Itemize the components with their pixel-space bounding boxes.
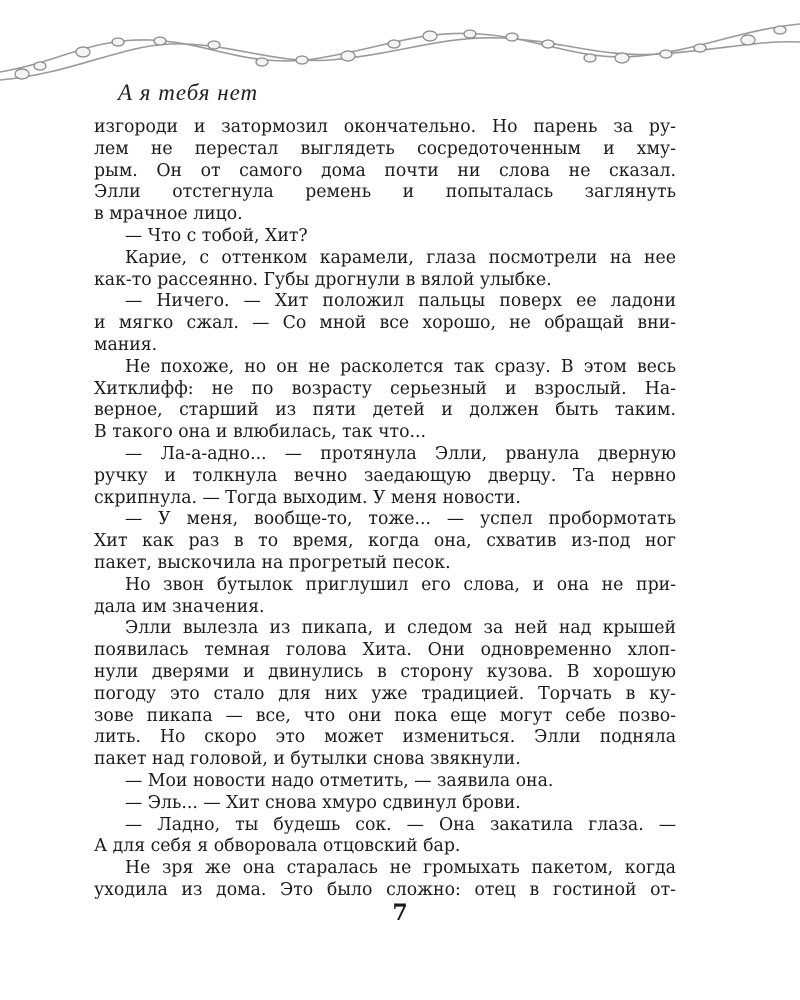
- text-line: Элли отстегнула ремень и попыталась заглянуть: [94, 182, 676, 203]
- text-line: появилась темная голова Хита. Они одновременно хлоп-: [94, 640, 676, 661]
- text-line: — Эль... — Хит снова хмуро сдвинул брови.: [125, 792, 521, 813]
- text-line: скрипнула. — Тогда выходим. У меня новости.: [94, 487, 521, 508]
- text-line: — У меня, вообще-то, тоже... — успел пробормотать: [125, 509, 676, 530]
- text-line: — Ничего. — Хит положил пальцы поверх ее ладони: [125, 291, 676, 312]
- text-line: рым. Он от самого дома почти ни слова не сказал.: [94, 160, 676, 181]
- string-lights-garland-icon: [0, 0, 800, 90]
- text-line: Но звон бутылок приглушил его слова, и она не при-: [125, 574, 676, 595]
- text-line: лем не перестал выглядеть сосредоточенным и хму-: [94, 138, 676, 159]
- text-line: изгороди и затормозил окончательно. Но парень за ру-: [94, 117, 676, 137]
- page-number: 7: [392, 900, 408, 926]
- text-line: Хитклифф: не по возрасту серьезный и взрослый. На-: [94, 378, 676, 399]
- text-line: дала им значения.: [94, 596, 265, 617]
- text-line: ручку и толкнула вечно заедающую дверцу. Та нервно: [94, 465, 676, 486]
- text-line: — Мои новости надо отметить, — заявила она.: [125, 770, 554, 791]
- text-line: — Ла-а-адно... — протянула Элли, рванула дверную: [125, 443, 676, 464]
- body-text: [94, 117, 676, 902]
- text-line: — Что с тобой, Хит?: [125, 225, 308, 246]
- text-line: Карие, с оттенком карамели, глаза посмотрели на нее: [125, 247, 676, 268]
- text-line: в мрачное лицо.: [94, 204, 243, 225]
- text-line: как-то рассеянно. Губы дрогнули в вялой улыбке.: [94, 269, 552, 290]
- text-line: зове пикапа — все, что они пока еще могут себе позво-: [94, 705, 676, 726]
- text-line: мания.: [94, 334, 158, 355]
- text-line: — Ладно, ты будешь сок. — Она закатила глаза. —: [125, 814, 676, 835]
- text-line: Элли вылезла из пикапа, и следом за ней над крышей: [125, 618, 676, 639]
- text-line: верное, старший из пяти детей и должен быть таким.: [94, 400, 676, 421]
- text-line: и мягко сжал. — Со мной все хорошо, не обращай вни-: [94, 313, 676, 334]
- text-line: Не зря же она старалась не громыхать пакетом, когда: [125, 858, 676, 879]
- text-line: пакет, выскочила на прогретый песок.: [94, 552, 451, 573]
- text-line: Не похоже, но он не расколется так сразу. В этом весь: [125, 356, 676, 377]
- running-title: А я тебя нет: [118, 80, 259, 105]
- text-line: А для себя я обворовала отцовский бар.: [94, 836, 461, 857]
- text-line: лить. Но скоро это может измениться. Элли подняла: [94, 727, 676, 748]
- text-line: нули дверями и двинулись в сторону кузова. В хорошую: [94, 661, 676, 682]
- text-line: пакет над головой, и бутылки снова звякнули.: [94, 749, 521, 770]
- text-line: погоду это стало для них уже традицией. Торчать в ку-: [94, 683, 676, 704]
- text-line: Хит как раз в то время, когда она, схватив из-под ног: [94, 531, 676, 552]
- text-line: уходила из дома. Это было сложно: отец в гостиной от-: [94, 879, 676, 900]
- text-line: В такого она и влюбилась, так что...: [94, 422, 426, 443]
